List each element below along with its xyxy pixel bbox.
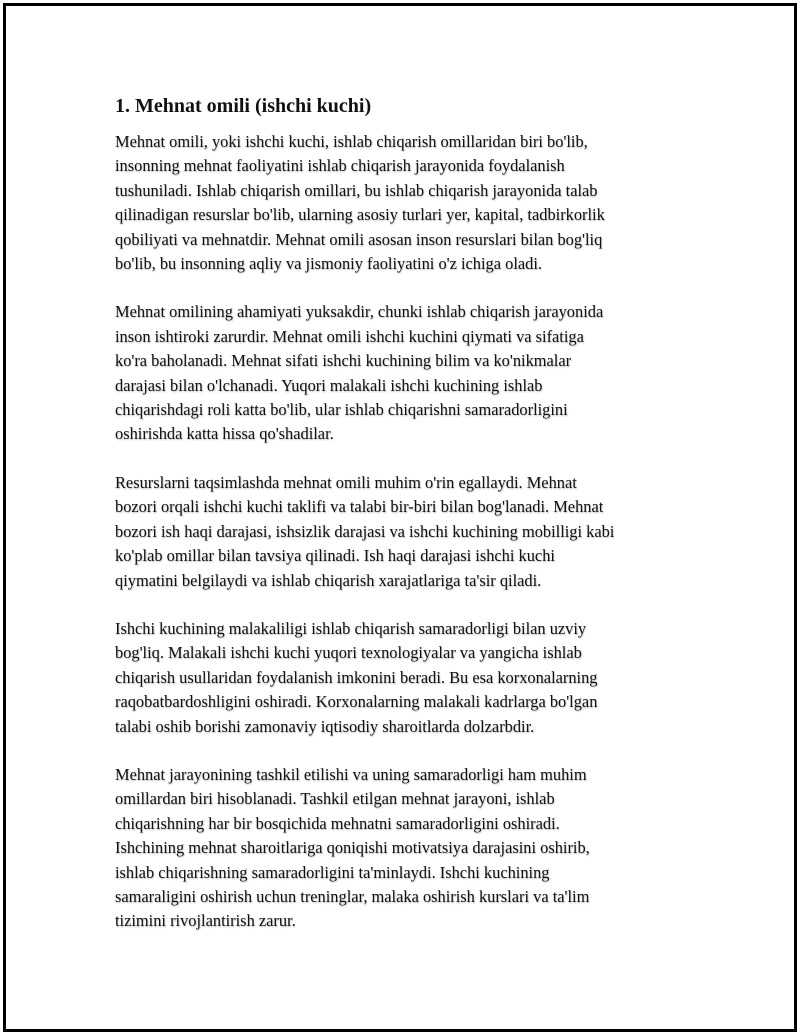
text-line: raqobatbardoshligini oshiradi. Korxonalarning malakali kadrlarga bo'lgan bbox=[115, 692, 598, 712]
text-line: bo'lib, bu insonning aqliy va jismoniy faoliyatini o'z ichiga oladi. bbox=[115, 254, 542, 274]
text-line: samaraligini oshirish uchun treninglar, malaka oshirish kurslari va ta'lim bbox=[115, 886, 590, 906]
text-line: ko'ra baholanadi. Mehnat sifati ishchi kuchining bilim va ko'nikmalar bbox=[115, 351, 572, 371]
document-body bbox=[115, 92, 695, 958]
paragraph-5 bbox=[115, 763, 695, 934]
text-line: chiqarishdagi roli katta bo'lib, ular ishlab chiqarishni samaradorligini bbox=[115, 400, 568, 420]
text-line: darajasi bilan o'lchanadi. Yuqori malakali ishchi kuchining ishlab bbox=[115, 375, 543, 395]
text-line: Mehnat jarayonining tashkil etilishi va uning samaradorligi ham muhim bbox=[115, 764, 587, 784]
text-line: Ishchining mehnat sharoitlariga qoniqishi motivatsiya darajasini oshirib, bbox=[115, 838, 590, 858]
text-line: Resurslarni taqsimlashda mehnat omili muhim o'rin egallaydi. Mehnat bbox=[115, 472, 577, 492]
text-line: qilinadigan resurslar bo'lib, ularning asosiy turlari yer, kapital, tadbirkorlik bbox=[115, 205, 605, 225]
paragraph-3 bbox=[115, 471, 695, 593]
paragraph-4 bbox=[115, 617, 695, 739]
section-heading: 1. Mehnat omili (ishchi kuchi) bbox=[115, 95, 372, 117]
text-line: chiqarish usullaridan foydalanish imkonini beradi. Bu esa korxonalarning bbox=[115, 667, 598, 687]
text-line: bozori ish haqi darajasi, ishsizlik darajasi va ishchi kuchining mobilligi kabi bbox=[115, 521, 615, 541]
text-line: qobiliyati va mehnatdir. Mehnat omili asosan inson resurslari bilan bog'liq bbox=[115, 229, 603, 249]
text-line: bozori orqali ishchi kuchi taklifi va talabi bir-biri bilan bog'lanadi. Mehnat bbox=[115, 497, 604, 517]
text-line: qiymatini belgilaydi va ishlab chiqarish xarajatlariga ta'sir qiladi. bbox=[115, 570, 542, 590]
paragraph-2 bbox=[115, 300, 695, 446]
text-line: bog'liq. Malakali ishchi kuchi yuqori texnologiyalar va yangicha ishlab bbox=[115, 643, 582, 663]
text-line: ko'plab omillar bilan tavsiya qilinadi. Ish haqi darajasi ishchi kuchi bbox=[115, 546, 555, 566]
text-line: inson ishtiroki zarurdir. Mehnat omili ishchi kuchini qiymati va sifatiga bbox=[115, 326, 584, 346]
text-line: tushuniladi. Ishlab chiqarish omillari, bu ishlab chiqarish jarayonida talab bbox=[115, 180, 598, 200]
text-line: Mehnat omilining ahamiyati yuksakdir, chunki ishlab chiqarish jarayonida bbox=[115, 302, 604, 322]
text-line: oshirishda katta hissa qo'shadilar. bbox=[115, 424, 334, 444]
text-line: tizimini rivojlantirish zarur. bbox=[115, 911, 296, 931]
text-line: insonning mehnat faoliyatini ishlab chiqarish jarayonida foydalanish bbox=[115, 156, 565, 176]
paragraph-1 bbox=[115, 130, 695, 276]
text-line: chiqarishning har bir bosqichida mehnatni samaradorligini oshiradi. bbox=[115, 813, 560, 833]
text-line: omillardan biri hisoblanadi. Tashkil etilgan mehnat jarayoni, ishlab bbox=[115, 789, 555, 809]
text-line: Mehnat omili, yoki ishchi kuchi, ishlab chiqarish omillaridan biri bo'lib, bbox=[115, 132, 588, 151]
text-line: talabi oshib borishi zamonaviy iqtisodiy sharoitlarda dolzarbdir. bbox=[115, 716, 535, 736]
text-line: ishlab chiqarishning samaradorligini ta'minlaydi. Ishchi kuchining bbox=[115, 862, 550, 882]
text-line: Ishchi kuchining malakaliligi ishlab chiqarish samaradorligi bilan uzviy bbox=[115, 618, 587, 638]
